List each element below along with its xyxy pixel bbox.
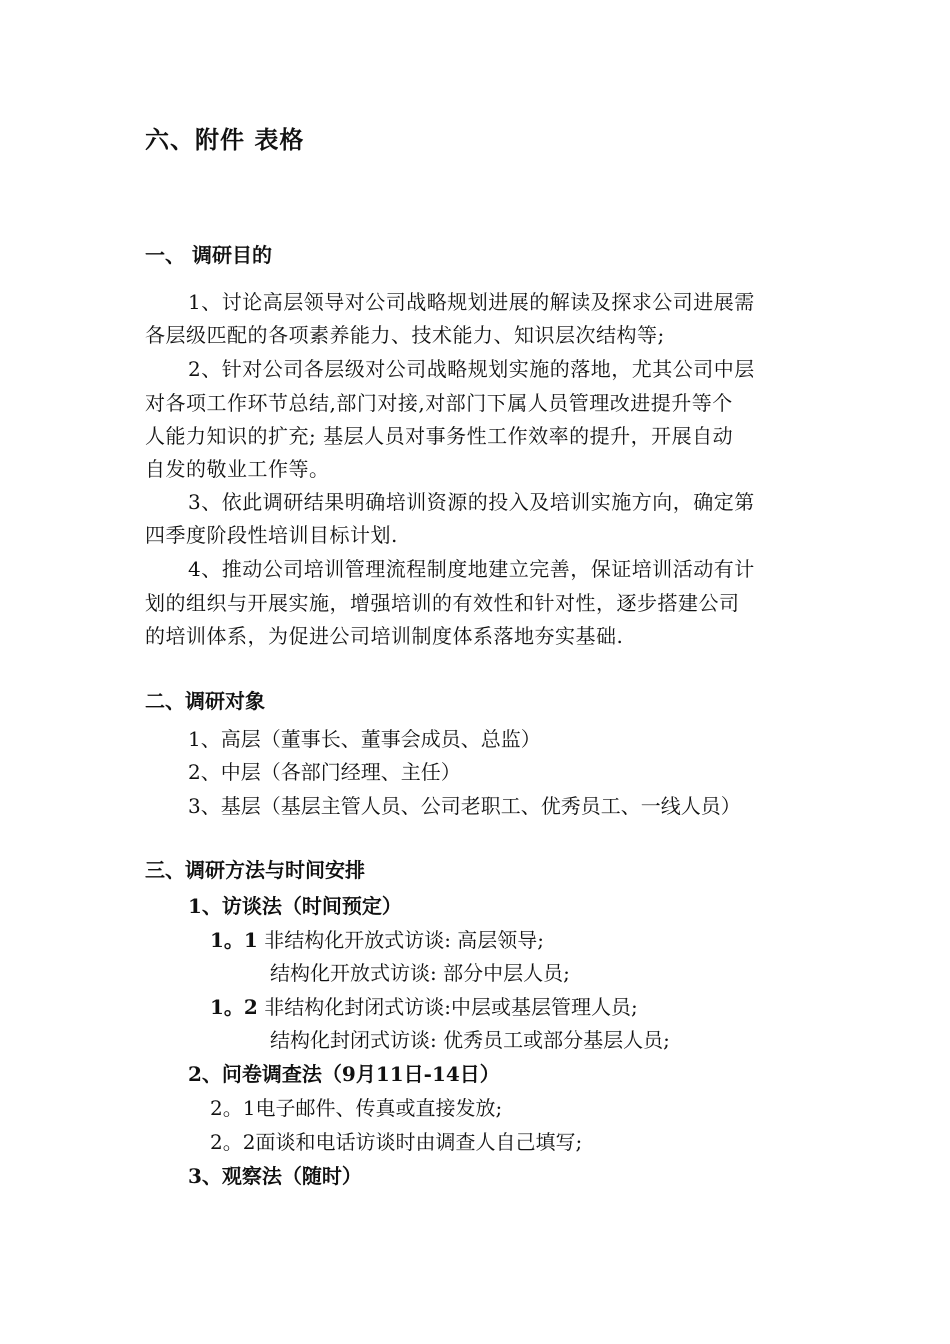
paragraph-line: 划的组织与开展实施，增强培训的有效性和针对性，逐步搭建公司 (145, 591, 740, 615)
list-item: 结构化封闭式访谈: 优秀员工或部分基层人员; (270, 1028, 670, 1052)
paragraph-line: 3、依此调研结果明确培训资源的投入及培训实施方向，确定第 (188, 490, 755, 514)
paragraph-line: 的培训体系，为促进公司培训制度体系落地夯实基础. (145, 624, 624, 648)
paragraph-line: 1、讨论高层领导对公司战略规划进展的解读及探求公司进展需 (188, 290, 755, 314)
section-heading-purpose: 一、 调研目的 (145, 243, 272, 267)
section-heading-methods: 三、调研方法与时间安排 (145, 858, 365, 882)
section-heading-subjects: 二、调研对象 (145, 689, 265, 713)
method-heading: 2、问卷调查法（9月11日-14日） (188, 1062, 500, 1086)
method-heading: 1、访谈法（时间预定） (188, 894, 402, 918)
item-text: 非结构化封闭式访谈:中层或基层管理人员; (264, 995, 638, 1019)
list-item: 1、高层（董事长、董事会成员、总监） (188, 727, 541, 751)
list-item: 2。1电子邮件、传真或直接发放; (210, 1096, 503, 1120)
item-text: 非结构化开放式访谈: 高层领导; (264, 928, 545, 952)
list-item: 2、中层（各部门经理、主任） (188, 760, 461, 784)
paragraph-line: 对各项工作环节总结,部门对接,对部门下属人员管理改进提升等个 (145, 391, 733, 415)
method-heading: 3、观察法（随时） (188, 1164, 362, 1188)
paragraph-line: 四季度阶段性培训目标计划. (145, 523, 398, 547)
list-item: 3、基层（基层主管人员、公司老职工、优秀员工、一线人员） (188, 794, 741, 818)
item-number: 1。1 (210, 928, 258, 952)
paragraph-line: 人能力知识的扩充; 基层人员对事务性工作效率的提升，开展自动 (145, 424, 734, 448)
page-title: 六、附件 表格 (145, 125, 305, 154)
list-item (210, 926, 544, 954)
item-number: 1。2 (210, 995, 258, 1019)
paragraph-line: 2、针对公司各层级对公司战略规划实施的落地，尤其公司中层 (188, 357, 755, 381)
list-item (210, 993, 638, 1021)
paragraph-line: 自发的敬业工作等。 (145, 457, 330, 481)
list-item: 2。2面谈和电话访谈时由调查人自己填写; (210, 1130, 583, 1154)
list-item: 结构化开放式访谈: 部分中层人员; (270, 961, 570, 985)
paragraph-line: 4、推动公司培训管理流程制度地建立完善，保证培训活动有计 (188, 557, 755, 581)
paragraph-line: 各层级匹配的各项素养能力、技术能力、知识层次结构等; (145, 323, 665, 347)
